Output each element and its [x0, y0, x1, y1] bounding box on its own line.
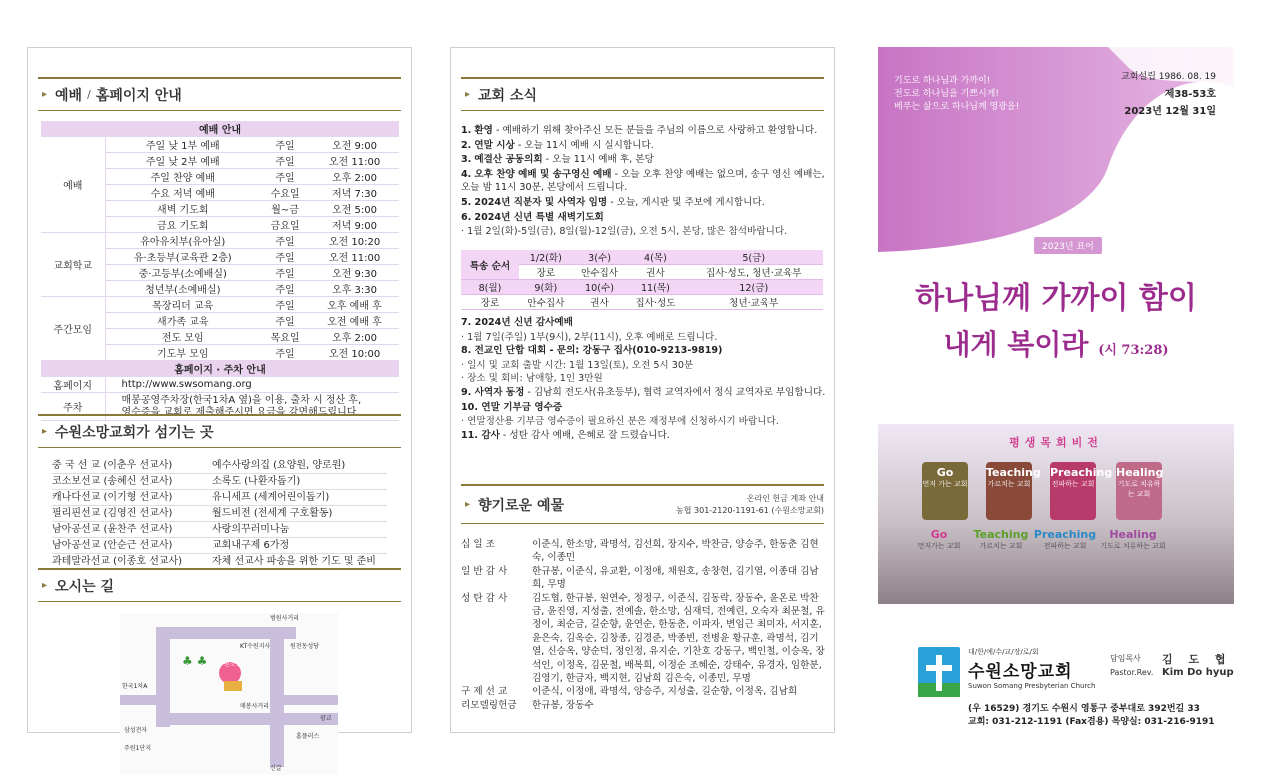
dawn-cell: 안수집사: [573, 265, 627, 280]
worship-category: 교회학교: [41, 233, 105, 297]
pastor-name: 김 도 협: [1162, 653, 1232, 666]
vision-label: Healing 기도로 치유하는 교회: [1100, 528, 1166, 550]
news-item: 9. 사역자 동정 - 김남희 전도사(유초등부), 협력 교역자에서 정식 교역자로 부임합니다.: [461, 386, 826, 398]
mission-row: [52, 522, 387, 538]
worship-time: 오후 2:00: [310, 329, 399, 345]
issue-date: 2023년 12월 31일: [1124, 106, 1216, 117]
news-item: 1. 환영 - 예배하기 위해 찾아주신 모든 분들을 주님의 이름으로 사랑하고 환영합니다.: [461, 125, 818, 136]
worship-name: 새벽 기도회: [105, 201, 260, 217]
worship-day: 목요일: [260, 329, 310, 345]
mission-row: [52, 506, 387, 522]
homepage-label: 홈페이지: [41, 377, 105, 393]
homepage-table-head: 홈페이지 · 주차 안내: [41, 361, 399, 377]
mission-local: 유니세프 (세계어린이돕기): [212, 492, 330, 503]
motto-line-1: 하나님께 가까이 함이: [915, 281, 1197, 316]
offering-row: [461, 538, 826, 565]
offering-row: [461, 699, 826, 712]
mission-title: 수원소망교회가 섬기는 곳: [55, 424, 214, 441]
mission-overseas: 남아공선교 (윤찬주 선교사): [52, 524, 173, 535]
map-label: 광교: [320, 715, 332, 722]
news-item: 10. 연말 기부금 영수증: [461, 401, 563, 413]
directions-title: 오시는 길: [55, 578, 115, 595]
worship-name: 목장리더 교육: [105, 297, 260, 313]
worship-day: 주일: [260, 249, 310, 265]
online-account-number: 농협 301-2120-1191-61 (수원소망교회): [676, 505, 824, 515]
dawn-label: 특송 순서: [461, 250, 519, 280]
worship-time: 오전 11:00: [310, 249, 399, 265]
address-block: [968, 703, 1215, 729]
offering-names: 이준식, 한소망, 곽명석, 김선희, 장지수, 박찬금, 양승주, 한동춘 김현숙, 이종민: [532, 539, 819, 564]
mission-local: 교회내구제 6가정: [212, 540, 290, 551]
news-list: [461, 124, 826, 239]
worship-name: 새가족 교육: [105, 313, 260, 329]
worship-name: 기도부 모임: [105, 345, 260, 361]
offering-row: [461, 592, 826, 686]
homepage-title-word: 홈페이지 안내: [95, 87, 182, 104]
denomination: 대/한/예/수/교/장/로/회: [968, 648, 1039, 656]
news-sub: · 1월 2일(화)-5일(금), 8일(월)-12일(금), 오전 5시, 본당, 많은 참석바랍니다.: [461, 226, 788, 238]
mission-local: 사랑의꾸러미나눔: [212, 524, 290, 535]
issue-number: 제38-53호: [1164, 89, 1216, 100]
worship-day: 주일: [260, 281, 310, 297]
church-name-en: Suwon Somang Presbyterian Church: [968, 682, 1096, 690]
map-label: 한국1차A: [122, 683, 148, 690]
pastor-block: [1110, 653, 1234, 678]
worship-time: 오후 예배 후: [310, 297, 399, 313]
pastor-label: 담임목사: [1110, 654, 1141, 663]
offering-list: [461, 538, 826, 712]
founded-date: 교회설립 1986. 08. 19: [1121, 72, 1216, 82]
address: (우 16529) 경기도 수원시 영통구 중부대로 392번길 33: [968, 704, 1200, 714]
worship-table-head: 예배 안내: [41, 121, 399, 137]
vision-card: Preaching 전파하는 교회: [1050, 462, 1096, 520]
dawn-cell: 권사: [626, 265, 684, 280]
vision-title: 평생목회비전: [1009, 436, 1103, 449]
map-drawing: [120, 613, 338, 775]
map-label: 삼성전자: [124, 727, 148, 734]
dawn-cell: 장로: [519, 265, 573, 280]
worship-name: 전도 모임: [105, 329, 260, 345]
map-label: 주원1단지: [124, 745, 152, 752]
bullet-icon: ▸: [42, 426, 48, 437]
news-sub: · 연말정산용 기부금 영수증이 필요하신 분은 재정부에 신청하시기 바랍니다.: [461, 416, 779, 428]
pastor-name-en: Kim Do hyup: [1162, 667, 1234, 678]
verse-line: 베푸는 삶으로 하나님께 영광을!: [894, 102, 1020, 112]
map-label: 홈플러스: [296, 733, 320, 740]
worship-day: 주일: [260, 137, 310, 153]
mission-row: [52, 490, 387, 506]
worship-name: 금요 기도회: [105, 217, 260, 233]
mission-local: 예수사랑의집 (요양원, 양로원): [212, 460, 346, 471]
worship-day: 주일: [260, 153, 310, 169]
mission-row: [52, 458, 387, 474]
worship-time: 오전 10:20: [310, 233, 399, 249]
worship-category: 예배: [41, 137, 105, 233]
worship-table: [41, 121, 399, 421]
vision-banner: [878, 424, 1234, 604]
bullet-icon: ▸: [465, 499, 471, 510]
vision-card: Go 먼저 가는 교회: [922, 462, 968, 520]
dawn-cell: 12(금): [684, 280, 823, 295]
dawn-cell: 권사: [573, 295, 627, 310]
worship-name: 유아유치부(유아실): [105, 233, 260, 249]
dawn-cell: 1/2(화): [519, 250, 573, 265]
verse-line: 기도로 하나님과 가까이!: [894, 76, 991, 86]
news-item: 2. 연말 시상 - 오늘 11시 예배 시 실시합니다.: [461, 139, 654, 151]
worship-day: 금요일: [260, 217, 310, 233]
homepage-url[interactable]: http://www.swsomang.org: [105, 377, 399, 393]
worship-name: 주일 낮 2부 예배: [105, 153, 260, 169]
worship-time: 저녁 7:30: [310, 185, 399, 201]
parking-text: 매봉공영주차장(한국1차A 옆)을 이용, 출차 시 정산 후, 영수증을 교회로 제출해주시면 요금을 감면해드립니다.: [105, 393, 399, 421]
mission-overseas: 중 국 선 교 (이춘우 선교사): [52, 460, 173, 471]
dawn-cell: 8(월): [461, 280, 519, 295]
dawn-cell: 3(수): [573, 250, 627, 265]
worship-row: [41, 297, 399, 313]
bullet-icon: ▸: [465, 89, 471, 100]
mission-local: 자체 선교사 파송을 위한 기도 및 준비: [212, 556, 376, 567]
news-sub: · 1월 7일(주일) 1부(9시), 2부(11시), 오후 예배로 드립니다.: [461, 331, 718, 343]
news-item: 7. 2024년 신년 감사예배: [461, 317, 573, 328]
panel-worship-guide: [27, 47, 412, 772]
map-label: 원천동성당: [290, 643, 319, 650]
offering-type: 구 제 선 교: [461, 686, 508, 698]
motto-line-2: [878, 323, 1234, 363]
worship-name: 유·초등부(교육관 2층): [105, 249, 260, 265]
worship-day: 주일: [260, 297, 310, 313]
worship-name: 청년부(소예배실): [105, 281, 260, 297]
worship-name: 주일 낮 1부 예배: [105, 137, 260, 153]
mission-row: [52, 474, 387, 490]
news-item: 5. 2024년 직분자 및 사역자 임명 - 오늘, 게시판 및 주보에 게시합니다.: [461, 196, 765, 208]
worship-row: [41, 233, 399, 249]
dawn-prayer-table: [461, 250, 823, 310]
vision-card: Healing 기도로 치유하는 교회: [1116, 462, 1162, 520]
phone: 교회: 031-212-1191 (Fax겸용) 목양실: 031-216-9191: [968, 717, 1215, 727]
worship-day: 주일: [260, 265, 310, 281]
news-title: 교회 소식: [478, 87, 538, 104]
verse-line: 전도로 하나님을 기쁘시게!: [894, 89, 999, 99]
offering-type: 리모델링헌금: [461, 699, 517, 711]
worship-time: 오전 9:00: [310, 137, 399, 153]
offering-names: 한규봉, 이준식, 유교환, 이정애, 채원호, 송창현, 김기열, 이종대 김남희, 무명: [532, 565, 819, 591]
map-label: KT수원지사: [240, 643, 271, 650]
worship-time: 오전 예배 후: [310, 313, 399, 329]
online-account-label: 온라인 헌금 계좌 안내: [746, 493, 824, 503]
dawn-cell: 집사·성도, 청년·교육부: [684, 265, 823, 280]
worship-time: 오전 11:00: [310, 153, 399, 169]
worship-time: 오후 3:30: [310, 281, 399, 297]
worship-row: [41, 137, 399, 153]
online-account-info: [676, 493, 824, 517]
vision-label: Go 먼저가는 교회: [917, 528, 961, 550]
offering-type: 십 일 조: [461, 539, 495, 550]
worship-day: 주일: [260, 313, 310, 329]
dawn-cell: 청년·교육부: [684, 295, 823, 310]
mission-overseas: 캐나다선교 (이기형 선교사): [52, 492, 173, 503]
mission-local: 소록도 (나환자돕기): [212, 476, 301, 487]
bullet-icon: ▸: [42, 580, 48, 591]
news-item: 4. 오후 찬양 예배 및 송구영신 예배 - 오늘 오후 찬양 예배는 없으며, 송구 영신 예배는, 오늘 밤 11시 30분, 본당에서 드립니다.: [461, 168, 825, 194]
mission-local: 월드비전 (전세계 구호활동): [212, 508, 333, 519]
mission-overseas: 코소보선교 (송혜신 선교사): [52, 476, 173, 487]
mission-overseas: 필리핀선교 (김영진 선교사): [52, 508, 173, 519]
offering-names: 이준식, 이정애, 곽명석, 양승주, 지성출, 길순향, 이정옥, 김남희: [532, 686, 798, 698]
worship-day: 주일: [260, 169, 310, 185]
church-name-block: [968, 647, 1095, 690]
church-name: 수원소망교회: [968, 662, 1073, 682]
offering-type: 성 탄 감 사: [461, 592, 508, 604]
mission-overseas: 과테말라선교 (이종호 선교사): [52, 556, 183, 567]
parking-label: 주차: [41, 393, 105, 421]
map-label: 신갈: [270, 765, 282, 772]
offering-row: [461, 685, 826, 698]
dawn-cell: 안수집사: [519, 295, 573, 310]
offering-names: 한규봉, 장동수: [532, 699, 594, 711]
map-label: 매봉사거리: [240, 703, 269, 710]
dawn-cell: 5(금): [684, 250, 823, 265]
map-label: 수원소망교회: [218, 661, 253, 668]
mission-row: [52, 538, 387, 554]
bullet-icon: ▸: [42, 89, 48, 100]
news-section-title: [461, 77, 824, 111]
svg-text:♣ ♣: ♣ ♣: [182, 654, 208, 668]
map-label: 범원사거리: [270, 615, 299, 622]
issue-info: [1121, 69, 1216, 120]
vision-label: Teaching 가르치는 교회: [973, 528, 1029, 550]
worship-day: 주일: [260, 233, 310, 249]
worship-day: 수요일: [260, 185, 310, 201]
worship-title-word: 예배: [55, 87, 83, 104]
worship-time: 오후 2:00: [310, 169, 399, 185]
worship-time: 오전 9:30: [310, 265, 399, 281]
motto-text: 내게 복이라: [943, 328, 1089, 361]
news-item: 8. 전교인 단합 대회 - 문의: 강동구 집사(010-9213-9819): [461, 345, 723, 357]
offering-title: 향기로운 예물: [478, 497, 565, 514]
worship-time: 오전 10:00: [310, 345, 399, 361]
church-logo-icon: [918, 647, 960, 697]
dawn-cell: 4(목): [626, 250, 684, 265]
motto-reference: (시 73:28): [1098, 343, 1169, 358]
offering-names: 김도협, 한규봉, 원연수, 정정구, 이준식, 김동락, 장동수, 윤온로 박찬금, 윤진영, 지성출, 전예솔, 한소망, 심재덕, 전예린, 오숙자 최문철, 유정이, 최순금, 길순향, 윤연순, 한동춘, 이파자, 변임근 최미자, 서지훈, 윤은숙, 김옥순, 김창종, 김경준, 박종빈, 전병윤 황규훈, 곽명석, 김기열, 신승옥, 양순덕, 정인정, 유지순, 기찬호 강동구, 백인철, 이승옥, 장석인, 이정옥, 김문철, 배복희, 이정순 조혜순, 강태수, 유경자, 임한분, 김영기, 한금자, 백지현, 김남희 김은숙, 이종민, 무명: [532, 592, 825, 685]
worship-time: 저녁 9:00: [310, 217, 399, 233]
offering-row: [461, 565, 826, 592]
news-list-continued: [461, 316, 826, 443]
worship-section-title: [38, 77, 401, 111]
vision-card: Teaching 가르치는 교회: [986, 462, 1032, 520]
worship-name: 중·고등부(소예배실): [105, 265, 260, 281]
offering-section-title: [461, 484, 824, 524]
motto-tag: 2023년 표어: [1034, 237, 1102, 254]
vision-label: Preaching 전파하는 교회: [1033, 528, 1097, 550]
worship-day: 월~금: [260, 201, 310, 217]
worship-name: 수요 저녁 예배: [105, 185, 260, 201]
dawn-cell: 11(목): [626, 280, 684, 295]
worship-time: 오전 5:00: [310, 201, 399, 217]
worship-day: 주일: [260, 345, 310, 361]
worship-category: 주간모임: [41, 297, 105, 361]
news-item: 6. 2024년 신년 특별 새벽기도회: [461, 211, 604, 223]
directions-section-title: [38, 568, 401, 602]
mission-list: [52, 458, 387, 570]
offering-type: 일 반 감 사: [461, 565, 508, 577]
dawn-cell: 집사·성도: [626, 295, 684, 310]
news-sub: · 일시 및 교회 출발 시간: 1월 13일(토), 오전 5시 30분: [461, 359, 694, 371]
dawn-cell: 장로: [461, 295, 519, 310]
pastor-label-en: Pastor.Rev.: [1110, 668, 1154, 677]
news-item: 11. 감사 - 성탄 감사 예배, 은혜로 잘 드렸습니다.: [461, 429, 670, 441]
dawn-cell: 10(수): [573, 280, 627, 295]
mission-section-title: [38, 414, 401, 448]
mission-overseas: 남아공선교 (안순근 선교사): [52, 540, 173, 551]
dawn-cell: 9(화): [519, 280, 573, 295]
title-slash: /: [87, 88, 91, 101]
verse-lines: [894, 75, 1019, 114]
worship-name: 주일 찬양 예배: [105, 169, 260, 185]
location-map[interactable]: [120, 613, 338, 775]
news-item: 3. 예결산 공동의회 - 오늘 11시 예배 후, 본당: [461, 154, 654, 166]
panel-cover: [878, 47, 1234, 733]
news-sub: · 장소 및 회비: 남애항, 1인 3만원: [461, 373, 603, 385]
panel-church-news: [450, 47, 835, 733]
